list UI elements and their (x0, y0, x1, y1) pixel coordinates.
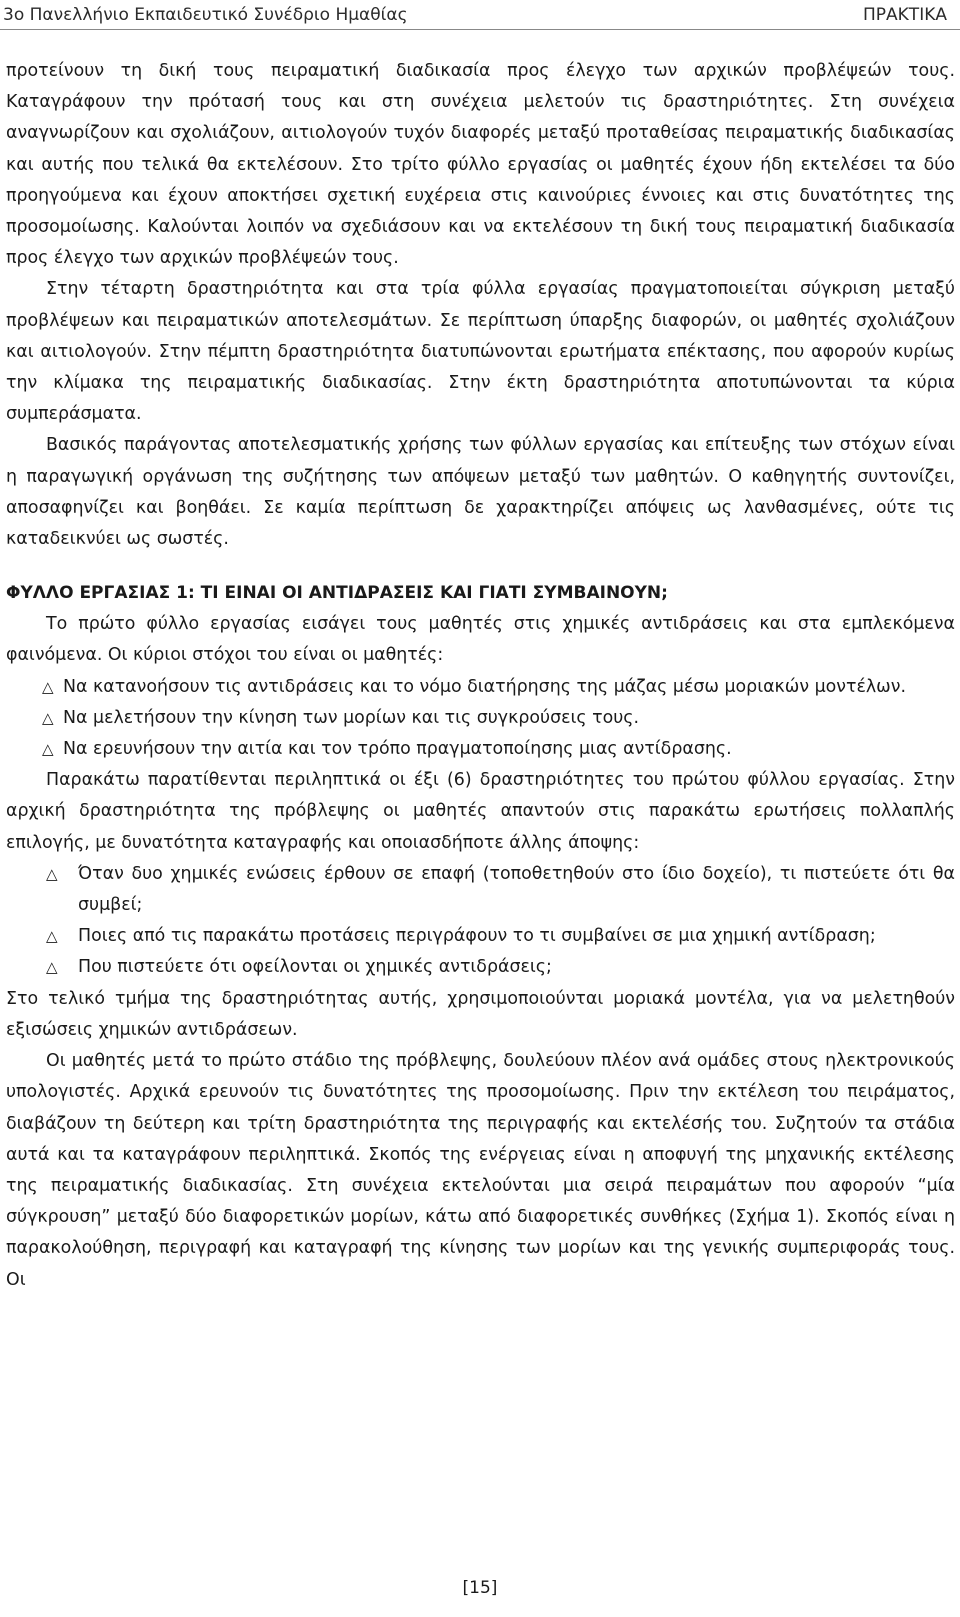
paragraph-6: Στο τελικό τμήμα της δραστηριότητας αυτής, χρησιμοποιούνται μοριακά μοντέλα, για να μελετηθούν εξισώσεις χημικών αντιδράσεων. (6, 988, 955, 1040)
bullet-icon: △ (42, 740, 54, 759)
goal-item (6, 734, 955, 765)
document-body (6, 56, 955, 1296)
paragraph-3: Βασικός παράγοντας αποτελεσματικής χρήσης των φύλλων εργασίας και επίτευξης των στόχων είναι η παραγωγική οργάνωση της συζήτησης των απόψεων μεταξύ των μαθητών. Ο καθηγητής συντονίζει, αποσαφηνίζει και βοηθάει. Σε καμία περίπτωση δε χαρακτηρίζει απόψεις ως λανθασμένες, ούτε τις καταδεικνύει ως σωστές. (6, 435, 955, 550)
goal-text: Να κατανοήσουν τις αντιδράσεις και το νόμο διατήρησης της μάζας μέσω μοριακών μοντέλων. (63, 676, 906, 697)
paragraph-2: Στην τέταρτη δραστηριότητα και στα τρία φύλλα εργασίας πραγματοποιείται σύγκριση μεταξύ προβλέψεων και πειραματικών αποτελεσμάτων. Σε περίπτωση ύπαρξης διαφορών, οι μαθητές σχολιάζουν και αιτιολογούν. Στην πέμπτη δραστηριότητα διατυπώνονται ερωτήματα επέκτασης, που αφορούν κυρίως την κλίμακα της πειραματικής διαδικασίας. Στην έκτη δραστηριότητα αποτυπώνονται τα κύρια συμπεράσματα. (6, 279, 955, 425)
paragraph-4: Το πρώτο φύλλο εργασίας εισάγει τους μαθητές στις χημικές αντιδράσεις και στα εμπλεκόμενα φαινόμενα. Οι κύριοι στόχοι του είναι οι μαθητές: (6, 614, 955, 666)
worksheet-heading: ΦΥΛΛΟ ΕΡΓΑΣΙΑΣ 1: ΤΙ ΕΙΝΑΙ ΟΙ ΑΝΤΙΔΡΑΣΕΙΣ ΚΑΙ ΓΙΑΤΙ ΣΥΜΒΑΙΝΟΥΝ; (6, 583, 668, 604)
conference-title: 3ο Πανελλήνιο Εκπαιδευτικό Συνέδριο Ημαθίας (3, 4, 408, 25)
bullet-icon: △ (42, 677, 54, 696)
goal-text: Να ερευνήσουν την αιτία και τον τρόπο πραγματοποίησης μιας αντίδρασης. (63, 739, 732, 760)
paragraph-5: Παρακάτω παρατίθενται περιληπτικά οι έξι (6) δραστηριότητες του πρώτου φύλλου εργασίας. Στην αρχική δραστηριότητα της πρόβλεψης οι μαθητές απαντούν στις παρακάτω ερωτήσεις πολλαπλής επιλογής, με δυνατότητα καταγραφής και οποιασδήποτε άλλης άποψης: (6, 770, 955, 853)
question-item (6, 921, 955, 952)
proceedings-label: ΠΡΑΚΤΙΚΑ (863, 4, 947, 25)
goal-item (6, 703, 955, 734)
question-text: Ποιες από τις παρακάτω προτάσεις περιγράφουν το τι συμβαίνει σε μια χημική αντίδραση; (78, 926, 876, 947)
paragraph-1: προτείνουν τη δική τους πειραματική διαδικασία προς έλεγχο των αρχικών προβλέψεών τους. Καταγράφουν την πρότασή τους και στη συνέχεια μελετούν τις δραστηριότητες. Στη συνέχεια αναγνωρίζουν και σχολιάζουν, αιτιολογούν τυχόν διαφορές μεταξύ προταθείσας πειραματικής διαδικασίας και αυτής που τελικά θα εκτελέσουν. Στο τρίτο φύλλο εργασίας οι μαθητές έχουν ήδη εκτελέσει τα δύο προηγούμενα και έχουν αποκτήσει σχετική ευχέρεια στις καινούριες έννοιες και στις δυνατότητες της προσομοίωσης. Καλούνται λοιπόν να σχεδιάσουν και να εκτελέσουν τη δική τους πειραματική διαδικασία προς έλεγχο των αρχικών προβλέψεών τους. (6, 61, 955, 269)
bullet-icon: △ (46, 958, 58, 977)
question-item (6, 952, 955, 983)
question-text: Που πιστεύετε ότι οφείλονται οι χημικές αντιδράσεις; (78, 957, 552, 978)
spacer (6, 555, 955, 578)
bullet-icon: △ (46, 927, 58, 946)
goal-text: Να μελετήσουν την κίνηση των μορίων και τις συγκρούσεις τους. (63, 707, 640, 728)
question-item (6, 859, 955, 921)
bullet-icon: △ (42, 708, 54, 727)
question-text: Όταν δυο χημικές ενώσεις έρθουν σε επαφή (τοποθετηθούν στο ίδιο δοχείο), τι πιστεύετε ότι θα συμβεί; (78, 863, 955, 916)
bullet-icon: △ (46, 864, 58, 883)
page-number: [15] (462, 1578, 498, 1598)
goal-item (6, 672, 955, 703)
paragraph-7: Οι μαθητές μετά το πρώτο στάδιο της πρόβλεψης, δουλεύουν πλέον ανά ομάδες στους ηλεκτρονικούς υπολογιστές. Αρχικά ερευνούν τις δυνατότητες της προσομοίωσης. Πριν την εκτέλεση του πειράματος, διαβάζουν τη δεύτερη και τρίτη δραστηριότητα της περιγραφής και εκτελέσής του. Συζητούν τα στάδια αυτά και τα καταγράφουν περιληπτικά. Σκοπός της ενέργειας είναι η αποφυγή της μηχανικής εκτέλεσης της πειραματικής διαδικασίας. Στη συνέχεια εκτελούνται μια σειρά πειραμάτων που αφορούν “μία σύγκρουση” μεταξύ δύο διαφορετικών μορίων, κάτω από διαφορετικές συνθήκες (Σχήμα 1). Σκοπός είναι η παρακολούθηση, περιγραφή και καταγραφή της κίνησης των μορίων και της γενικής συμπεριφοράς τους. Οι (6, 1051, 955, 1290)
page-header (0, 0, 960, 30)
